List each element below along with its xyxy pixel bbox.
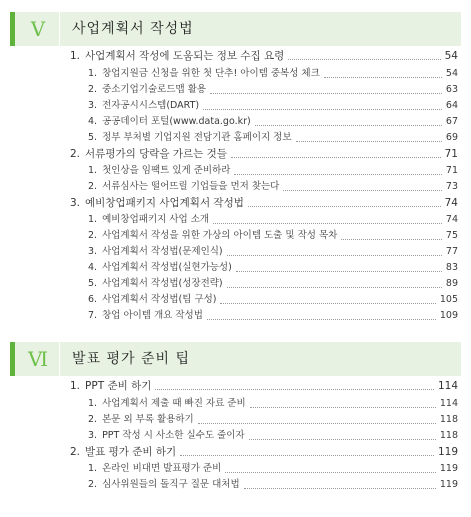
toc-subentry[interactable]	[88, 130, 458, 146]
toc-subentry-number: 5.	[88, 132, 98, 143]
toc-entry-label: 발표 평가 준비 하기	[85, 446, 177, 458]
chapter-accent-bar	[10, 12, 15, 46]
toc-subentry-number: 6.	[88, 294, 98, 305]
toc-page-number: 119	[439, 479, 458, 490]
toc-page-number: 89	[445, 278, 458, 289]
dot-leader	[288, 58, 440, 60]
toc-subentry[interactable]	[88, 179, 458, 195]
toc-subentry-label: 사업계획서 작성법(문제인식)	[102, 246, 223, 257]
chapter-divider	[59, 342, 60, 376]
chapter-header-6	[10, 342, 461, 376]
dot-leader	[210, 92, 442, 94]
toc-subentry-label: 사업계획서 작성법(실현가능성)	[102, 262, 232, 273]
toc-subentry[interactable]	[88, 308, 458, 324]
toc-entry-label: 서류평가의 당락을 가르는 것들	[85, 148, 227, 160]
toc-subentry-label: 예비창업패키지 사업 소개	[102, 214, 210, 225]
dot-leader	[203, 108, 442, 110]
toc-subentry[interactable]	[88, 461, 458, 477]
toc-subentry-number: 4.	[88, 262, 98, 273]
toc-subentry-label: 본문 외 부록 활용하기	[102, 414, 194, 425]
toc-subentry[interactable]	[88, 428, 458, 444]
toc-page-number: 74	[444, 197, 458, 209]
toc-subentry-label: 창업지원금 신청을 위한 첫 단추! 아이템 중복성 체크	[102, 68, 320, 79]
toc-subentry[interactable]	[88, 477, 458, 493]
dot-leader	[244, 487, 436, 489]
chapter-accent-bar	[10, 342, 15, 376]
toc-subentry-label: 공공데이터 포털(www.data.go.kr)	[102, 116, 251, 127]
toc-subentry[interactable]	[88, 163, 458, 179]
dot-leader	[198, 422, 436, 424]
toc-subentry[interactable]	[88, 276, 458, 292]
dot-leader	[324, 76, 442, 78]
dot-leader	[250, 406, 436, 408]
toc-subentry[interactable]	[88, 98, 458, 114]
toc-page-number: 119	[437, 446, 458, 458]
toc-subentry-number: 1.	[88, 398, 98, 409]
toc-page-number: 54	[445, 68, 458, 79]
chapter-title: 사업계획서 작성법	[72, 21, 194, 37]
toc-entry-label: 예비창업패키지 사업계획서 작성법	[85, 197, 244, 209]
toc-subentry[interactable]	[88, 260, 458, 276]
toc-entry[interactable]	[70, 444, 458, 460]
toc-entry-number: 2.	[70, 446, 81, 458]
toc-subentry-label: 전자공시시스템(DART)	[102, 100, 200, 111]
dot-leader	[225, 471, 436, 473]
toc-page-number: 73	[445, 181, 458, 192]
toc-subentry[interactable]	[88, 114, 458, 130]
toc-page-number: 118	[439, 414, 458, 425]
toc-subentry-label: 중소기업기술로드맵 활용	[102, 84, 207, 95]
dot-leader	[236, 270, 442, 272]
toc-subentry-number: 2.	[88, 414, 98, 425]
toc-subentry-number: 2.	[88, 230, 98, 241]
dot-leader	[283, 189, 442, 191]
toc-subentry-number: 1.	[88, 165, 98, 176]
toc-page-number: 63	[445, 84, 458, 95]
toc-page-number: 118	[439, 430, 458, 441]
toc-subentry-number: 4.	[88, 116, 98, 127]
toc-page-number: 64	[445, 100, 458, 111]
toc-page-number: 83	[445, 262, 458, 273]
toc-subentry-label: 정부 부처별 기업지원 전담기관 홈페이지 정보	[102, 132, 292, 143]
toc-subentry-number: 2.	[88, 84, 98, 95]
dot-leader	[249, 438, 436, 440]
toc-page-number: 71	[444, 148, 458, 160]
toc-subentry-number: 7.	[88, 310, 98, 321]
toc-subentry-number: 2.	[88, 181, 98, 192]
toc-entry-number: 1.	[70, 380, 81, 392]
dot-leader	[234, 173, 441, 175]
chapter-numeral: Ⅵ	[27, 347, 49, 371]
toc-subentry-label: PPT 작성 시 사소한 실수도 줄이자	[102, 430, 245, 441]
toc-subentry-number: 1.	[88, 68, 98, 79]
toc-subentry-number: 2.	[88, 479, 98, 490]
toc-subentry-label: 심사위원들의 돌직구 질문 대처법	[102, 479, 240, 490]
toc-entry-number: 3.	[70, 197, 81, 209]
dot-leader	[155, 388, 434, 390]
dot-leader	[227, 254, 442, 256]
toc-subentry-label: 온라인 비대면 발표평가 준비	[102, 463, 222, 474]
chapter-numeral: Ⅴ	[30, 17, 46, 41]
toc-subentry[interactable]	[88, 228, 458, 244]
dot-leader	[213, 222, 442, 224]
dot-leader	[231, 156, 441, 158]
toc-entry-label: PPT 준비 하기	[85, 380, 152, 392]
chapter-title: 발표 평가 준비 팁	[72, 351, 191, 367]
toc-subentry-number: 1.	[88, 214, 98, 225]
toc-subentry-label: 서류심사는 떨어뜨릴 기업들을 먼저 찾는다	[102, 181, 280, 192]
dot-leader	[341, 238, 442, 240]
toc-subentry[interactable]	[88, 396, 458, 412]
toc-subentry-number: 1.	[88, 463, 98, 474]
toc-subentry-number: 5.	[88, 278, 98, 289]
toc-entry[interactable]	[70, 146, 458, 162]
toc-subentry-label: 창업 아이템 개요 작성법	[102, 310, 203, 321]
toc-page-number: 109	[439, 310, 458, 321]
toc-subentry-label: 사업계획서 작성을 위한 가상의 아이템 도출 및 작성 목차	[102, 230, 338, 241]
toc-entry-number: 2.	[70, 148, 81, 160]
toc-subentry-label: 사업계획서 작성법(성장전략)	[102, 278, 223, 289]
chapter-header-5	[10, 12, 461, 46]
toc-entry-number: 1.	[70, 50, 81, 62]
toc-page-number: 69	[445, 132, 458, 143]
toc-subentry-label: 사업계획서 제출 때 빠진 자료 준비	[102, 398, 246, 409]
toc-subentry[interactable]	[88, 212, 458, 228]
toc-subentry[interactable]	[88, 82, 458, 98]
toc-entry[interactable]	[70, 195, 458, 211]
toc-subentry-number: 3.	[88, 100, 98, 111]
toc-entry[interactable]	[70, 48, 458, 64]
toc-subentry[interactable]	[88, 412, 458, 428]
toc-page-number: 77	[445, 246, 458, 257]
dot-leader	[220, 302, 435, 304]
toc-page-number: 114	[439, 398, 458, 409]
toc-subentry[interactable]	[88, 292, 458, 308]
toc-page-number: 74	[445, 214, 458, 225]
toc-entry[interactable]	[70, 378, 458, 394]
toc-subentry[interactable]	[88, 244, 458, 260]
toc-page-number: 105	[439, 294, 458, 305]
toc-subentry-number: 3.	[88, 430, 98, 441]
toc-page-number: 75	[445, 230, 458, 241]
dot-leader	[227, 286, 442, 288]
dot-leader	[296, 140, 442, 142]
toc-page-number: 54	[444, 50, 458, 62]
toc-page-number: 114	[437, 380, 458, 392]
toc-subentry-label: 첫인상을 임팩트 있게 준비하라	[102, 165, 231, 176]
dot-leader	[248, 205, 441, 207]
toc-page-number: 119	[439, 463, 458, 474]
toc-subentry[interactable]	[88, 66, 458, 82]
toc-subentry-label: 사업계획서 작성법(팀 구성)	[102, 294, 217, 305]
toc-page-number: 71	[445, 165, 458, 176]
dot-leader	[207, 318, 436, 320]
dot-leader	[255, 124, 442, 126]
chapter-divider	[59, 12, 60, 46]
toc-subentry-number: 3.	[88, 246, 98, 257]
dot-leader	[180, 454, 434, 456]
toc-page-number: 67	[445, 116, 458, 127]
toc-entry-label: 사업계획서 작성에 도움되는 정보 수집 요령	[85, 50, 285, 62]
